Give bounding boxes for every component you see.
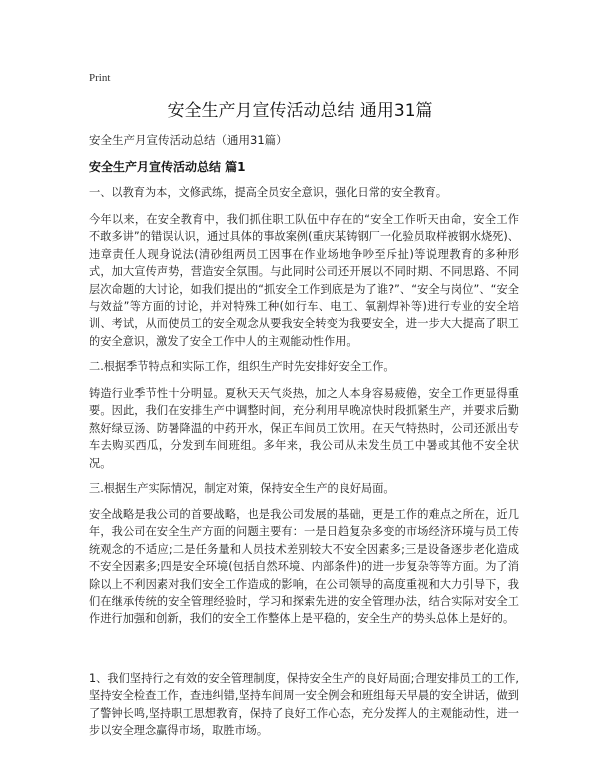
page-title: 安全生产月宣传活动总结 通用31篇 (167, 101, 433, 121)
paragraph: 1、我们坚持行之有效的安全管理制度，保持安全生产的良好局面;合理安排员工的工作,坚持安全检查工作，查违纠错,坚持车间周一安全例会和班组每天早晨的安全讲话，做到了警钟长鸣,坚持职工思想教育，保持了良好工作心态，充分发挥人的主观能动性，进一步以安全理念赢得市场，取胜市场。 (89, 672, 519, 738)
paragraph: 今年以来，在安全教育中，我们抓住职工队伍中存在的“安全工作听天由命，安全工作不敢多讲”的错误认识，通过具体的事故案例(重庆某铸钢厂一化验员取样被钢水烧死)、违章责任人现身说法(清砂组两员工因事在作业场地争吵至斥扯)等说理教育的多种形式，加大宣传声势，营造安全氛围。与此同时公司还开展以不同时期、不同思路、不同层次命题的大讨论，如我们提出的“抓安全工作到底是为了谁?”、“安全与岗位”、“安全与效益”等方面的讨论，并对特殊工种(如行车、电工、氧割焊补等)进行专业的安全培训、考试，从而使员工的安全观念从要我安全转变为我要安全，进一步大大提高了职工的安全意识，激发了安全工作中人的主观能动性作用。 (89, 213, 519, 348)
print-link[interactable]: Print (89, 72, 111, 84)
section-heading: 安全生产月宣传活动总结 篇1 (89, 160, 246, 174)
paragraph: 铸造行业季节性十分明显。夏秋天天气炎热，加之人本身容易疲倦，安全工作更显得重要。因此，我们在安排生产中调整时间，充分利用早晚凉快时段抓紧生产，并要求后勤熬好绿豆汤、防暑降温的中药开水，保正车间员工饮用。在天气特热时，公司还派出专车去购买西瓜，分发到车间班组。多年来，我公司从未发生员工中暑或其他不安全状况。 (89, 387, 519, 470)
paragraph: 三.根据生产实际情况，制定对策，保持安全生产的良好局面。 (89, 482, 395, 495)
document-subtitle: 安全生产月宣传活动总结（通用31篇） (89, 133, 288, 147)
paragraph: 二.根据季节特点和实际工作，组织生产时先安排好安全工作。 (89, 360, 395, 373)
paragraph: 一、以教育为本，文修武练，提高全员安全意识，强化日常的安全教育。 (89, 186, 448, 199)
paragraph: 安全战略是我公司的首要战略，也是我公司发展的基础，更是工作的难点之所在，近几年，我公司在安全生产方面的问题主要有：一是日趋复杂多变的市场经济环境与员工传统观念的不适应;二是任务量和人员技术差别较大不安全因素多;三是设备逐步老化造成不安全因素多;四是安全环境(包括自然环境、内部条件)的进一步复杂等等方面。为了消除以上不利因素对我们安全工作造成的影响，在公司领导的高度重视和大力引导下，我们在继承传统的安全管理经验时，学习和探索先进的安全管理办法，结合实际对安全工作进行加强和创新，我们的安全工作整体上是平稳的，安全生产的势头总体上是好的。 (89, 508, 519, 626)
